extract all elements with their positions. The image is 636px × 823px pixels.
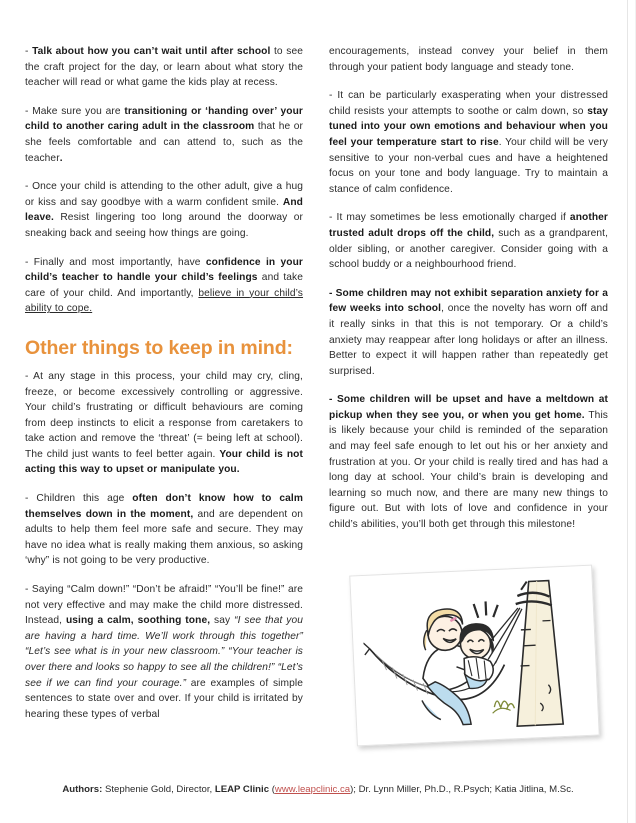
p-any-stage: - At any stage in this process, your child may cry, cling, freeze, or become excessively controlling or aggressive. Your child’s frustrating or difficult behaviours are coming from deep instincts to elicit a response from caretakers to take action and remove the ‘threat’ (= being left at school). The child just wants to feel better again. Your child is not acting this way to upset or manipulate you.: [25, 370, 303, 476]
section-heading-other-things: Other things to keep in mind:: [25, 336, 293, 359]
p-exasperating: - It can be particularly exasperating when your distressed child resists your attempts to soothe or calm down, so stay tuned into your own emotions and behaviour when you feel your temperature start to rise. Your child will be very sensitive to your non-verbal cues and have a heightened focus on your tone and body language. Try to maintain a stance of calm confidence.: [329, 90, 608, 195]
p-handing-over: - Make sure you are transitioning or ‘handing over’ your child to another caring adult in the classroom that he or she feels comfortable and can attend to, such as the teacher.: [25, 105, 304, 164]
authors-part1: Stephenie Gold, Director,: [102, 784, 215, 795]
left-column: [25, 44, 303, 735]
footer-authors-line: [0, 783, 636, 797]
hammock-photo-card: [349, 565, 600, 747]
p-calm-down-moment: - Children this age often don’t know how to calm themselves down in the moment, and are dependent on adults to help them feel more safe and secure. They may have no idea what is really making them anxious, so asking ‘why” is not going to be very productive.: [25, 493, 303, 567]
p-meltdown-pickup: - Some children will be upset and have a meltdown at pickup when they see you, or when you get home. This is likely because your child is reminded of the separation and may feel safe enough to let out his or her anxiety and frustration at you. Or your child is really tired and has had a long day at school. Your child’s brain is developing and learning so much now, and there are many new things to figure out. But with lots of love and confidence in your child’s abilities, you’ll both get through this milestone!: [329, 394, 608, 531]
p-and-leave: - Once your child is attending to the other adult, give a hug or kiss and say goodbye with a warm confident smile. And leave. Resist lingering too long around the doorway or sneaking back and seeing how things are going.: [25, 181, 303, 239]
right-column-paragraphs: [329, 44, 608, 533]
p-confidence-teacher: - Finally and most importantly, have confidence in your child’s teacher to handle your child’s feelings and take care of your child. And importantly, believe in your child’s ability to cope.: [25, 256, 304, 315]
authors-label: Authors:: [62, 784, 103, 795]
clinic-name: LEAP Clinic: [214, 784, 270, 795]
authors-part2: ); Dr. Lynn Miller, Ph.D., R.Psych; Katia Jitlina, M.Sc.: [350, 784, 574, 795]
p-talk-about: - Talk about how you can’t wait until after school to see the craft project for the day, or learn about what story the teacher will read or what game the kids play at recess.: [25, 46, 303, 89]
hammock-illustration: [361, 575, 591, 737]
hammock-illustration-svg: [361, 575, 591, 737]
page-edge-rule: [627, 0, 628, 823]
p-another-adult: - It may sometimes be less emotionally charged if another trusted adult drops off the child, such as a grandparent, older sibling, or another caregiver. Consider going with a school buddy or a neighbourhood friend.: [329, 212, 609, 271]
p-few-weeks: - Some children may not exhibit separation anxiety for a few weeks into school, once the novelty has worn off and it really sinks in that this is not temporary. Or a child’s anxiety may reappear after long holidays or after an illness. Better to expect it will happen rather than repeatedly get surprised.: [329, 287, 608, 377]
left-column-paragraphs-after-heading: [25, 369, 303, 722]
open-paren: (: [269, 784, 275, 795]
p-saying-calm-down: - Saying “Calm down!” “Don’t be afraid!” “You’ll be fine!” are not very effective and may make the child more distressed. Instead, using a calm, soothing tone, say “I see that you are having a hard time. We’ll work through this together” “Let’s see what is in your new classroom.” “Your teacher is over there and looks so happy to see all the children!” “Let’s see if we can find your courage.” are examples of simple sentences to state over and over. If your child is irritated by hearing these types of verbal: [25, 584, 304, 720]
leapclinic-website-link[interactable]: www.leapclinic.ca: [274, 784, 351, 795]
left-column-paragraphs-top: [25, 44, 303, 317]
p-encouragements: encouragements, instead convey your belief in them through your patient body language and steady tone.: [329, 46, 608, 73]
